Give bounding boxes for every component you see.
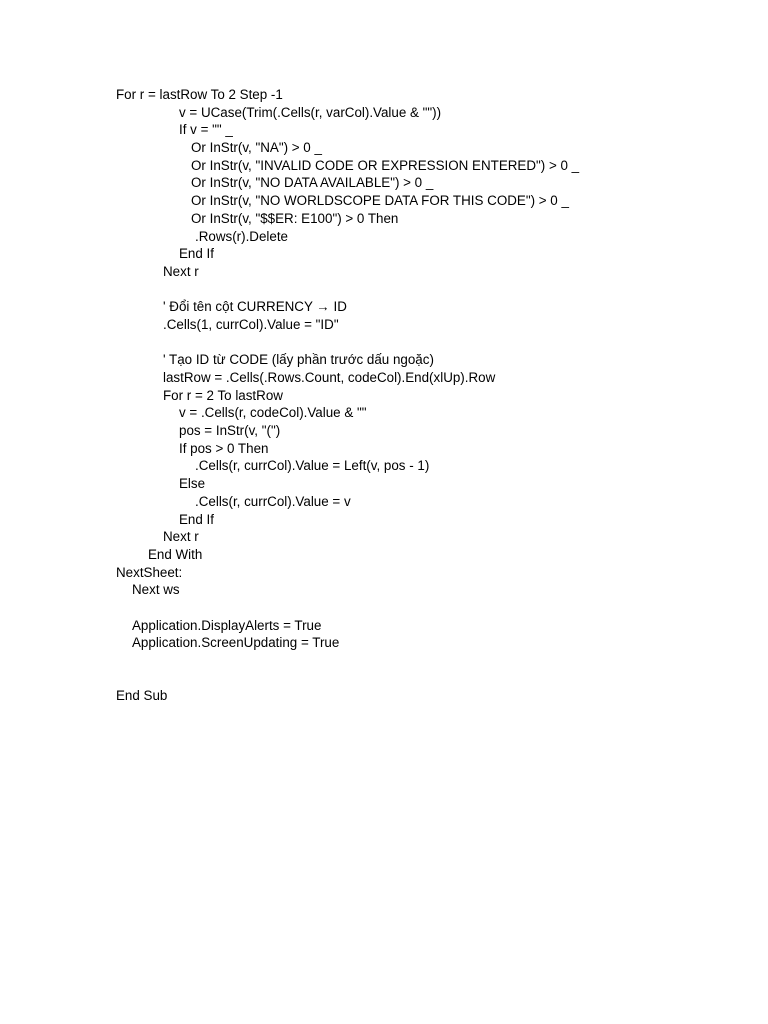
code-line: Application.ScreenUpdating = True — [132, 635, 340, 651]
code-line: .Rows(r).Delete — [195, 228, 289, 244]
code-line: ' Đổi tên cột CURRENCY → ID — [163, 299, 347, 315]
code-line: Next r — [163, 529, 199, 545]
code-line: Or InStr(v, "INVALID CODE OR EXPRESSION ENTERED") > 0 _ — [191, 157, 580, 173]
code-line: For r = 2 To lastRow — [163, 387, 283, 403]
code-line: Or InStr(v, "NO DATA AVAILABLE") > 0 _ — [191, 175, 434, 191]
code-line — [116, 281, 579, 299]
code-line: v = .Cells(r, codeCol).Value & "" — [179, 405, 367, 421]
code-line — [116, 334, 579, 352]
code-line: v = UCase(Trim(.Cells(r, varCol).Value & "")) — [179, 104, 442, 120]
code-line: If v = "" _ — [179, 122, 233, 138]
code-line: .Cells(r, currCol).Value = Left(v, pos - 1) — [195, 458, 430, 474]
code-line — [116, 652, 579, 670]
code-line: Else — [179, 476, 206, 492]
code-line: Next r — [163, 263, 199, 279]
code-line: End If — [179, 246, 214, 262]
code-line: .Cells(r, currCol).Value = v — [195, 493, 351, 509]
code-line: End Sub — [116, 688, 168, 704]
code-line: Or InStr(v, "NO WORLDSCOPE DATA FOR THIS CODE") > 0 _ — [191, 193, 569, 209]
code-line: NextSheet: — [116, 564, 183, 580]
code-line — [116, 599, 579, 617]
code-line: If pos > 0 Then — [179, 440, 269, 456]
code-line: End If — [179, 511, 214, 527]
code-line: Or InStr(v, "$$ER: E100") > 0 Then — [191, 210, 399, 226]
code-line: Next ws — [132, 582, 180, 598]
code-line: Application.DisplayAlerts = True — [132, 617, 322, 633]
code-line: ' Tạo ID từ CODE (lấy phần trước dấu ngoặc) — [163, 352, 434, 368]
code-line: .Cells(1, currCol).Value = "ID" — [163, 316, 339, 332]
code-listing — [116, 86, 579, 705]
code-line: End With — [148, 546, 203, 562]
code-line: lastRow = .Cells(.Rows.Count, codeCol).End(xlUp).Row — [163, 370, 496, 385]
code-line: pos = InStr(v, "(") — [179, 423, 281, 439]
code-line: For r = lastRow To 2 Step -1 — [116, 87, 283, 102]
code-line: Or InStr(v, "NA") > 0 _ — [191, 140, 322, 156]
code-line — [116, 670, 579, 688]
